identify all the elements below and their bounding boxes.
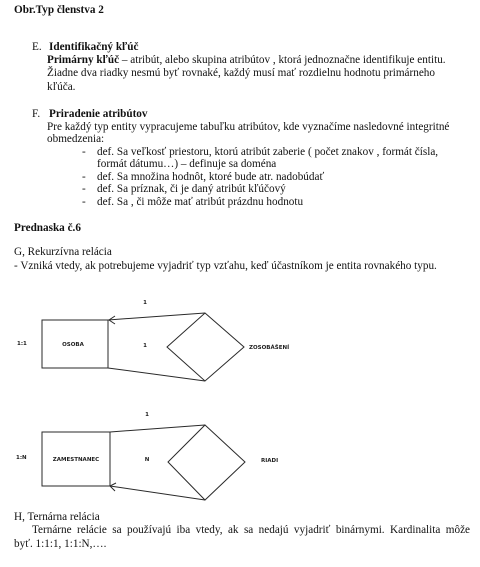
list-item: def. Sa , či môže mať atribút prázdnu hodnotu — [97, 196, 304, 208]
relation-line-bottom — [110, 486, 205, 500]
section-f-intro-line: Pre každý typ entity vypracujeme tabuľku atribútov, kde vyznačíme nasledovné integritné — [47, 121, 450, 133]
section-e-marker: E. — [32, 41, 42, 53]
relationship-label: RIADI — [261, 458, 279, 464]
middle-cardinality-label: N — [144, 457, 150, 463]
section-g-text: - Vzniká vtedy, ak potrebujeme vyjadriť typ vzťahu, keď účastníkom je entita rovnakého typu. — [14, 260, 437, 272]
page-title: Obr.Typ členstva 2 — [14, 4, 104, 16]
top-cardinality-label: 1 — [145, 412, 149, 418]
section-g-heading: G, Rekurzívna relácia — [14, 246, 112, 258]
section-f-marker: F. — [32, 108, 41, 120]
primary-key-term: Primárny kľúč — [47, 54, 120, 66]
middle-cardinality-label: 1 — [143, 343, 147, 349]
relationship-label: ZOSOBÁŠENÍ — [249, 345, 290, 351]
recursive-relation-diagram-2 — [0, 405, 480, 505]
section-f-intro-line: obmedzenia: — [47, 133, 105, 145]
list-item: def. Sa množina hodnôt, ktoré bude atr. nadobúdať — [97, 171, 325, 183]
relation-line-top — [108, 313, 205, 320]
bullet-marker: - — [82, 171, 86, 183]
bullet-marker: - — [82, 146, 86, 158]
section-e-heading: Identifikačný kľúč — [49, 41, 139, 53]
bullet-marker: - — [82, 183, 86, 195]
relationship-diamond — [167, 313, 244, 381]
relation-line-top — [110, 425, 205, 432]
relationship-diamond — [168, 425, 245, 500]
cardinality-label: 1:1 — [17, 341, 27, 347]
primary-key-text: – atribút, alebo skupina atribútov , ktorá jednoznačne identifikuje entitu. — [119, 54, 446, 66]
top-cardinality-label: 1 — [143, 300, 147, 306]
relation-line-bottom — [108, 368, 205, 381]
list-item-continuation: formát dátumu…) – definuje sa doména — [97, 158, 277, 170]
recursive-relation-diagram-1 — [0, 295, 480, 390]
list-item: def. Sa veľkosť priestoru, ktorú atribút zaberie ( počet znakov , formát čísla, — [97, 146, 439, 158]
section-e-line: Žiadne dva riadky nesmú byť rovnaké, každý musí mať rozdielnu hodnotu primárneho — [47, 67, 435, 79]
lecture-title: Prednaska č.6 — [14, 222, 81, 234]
cardinality-label: 1:N — [16, 455, 27, 461]
section-h-line: byť. 1:1:1, 1:1:N,…. — [14, 538, 107, 550]
section-f-heading: Priradenie atribútov — [49, 108, 148, 120]
list-item: def. Sa príznak, či je daný atribút kľúčový — [97, 183, 286, 195]
entity-label: OSOBA — [62, 342, 84, 348]
section-h-heading: H, Ternárna relácia — [14, 511, 100, 523]
section-h-line: Ternárne relácie sa používajú iba vtedy, ak sa nedajú vyjadriť binárnymi. Kardinalita môže — [32, 524, 470, 536]
primary-key-definition — [47, 54, 446, 67]
bullet-marker: - — [82, 196, 86, 208]
entity-label: ZAMESTNANEC — [52, 457, 100, 463]
section-e-line: kľúča. — [47, 81, 76, 93]
